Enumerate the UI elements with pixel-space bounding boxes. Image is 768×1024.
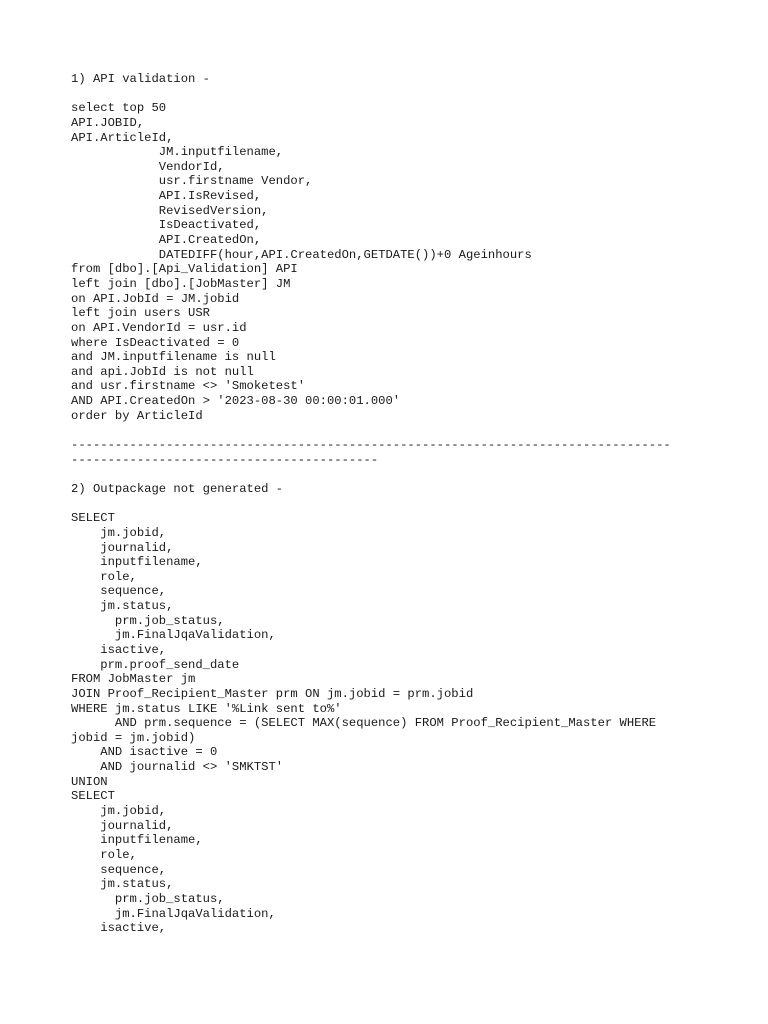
code-line: SELECT <box>71 789 115 804</box>
code-line: IsDeactivated, <box>71 218 262 233</box>
code-line: isactive, <box>71 642 167 657</box>
blank-line <box>71 497 761 512</box>
code-line: AND prm.sequence = (SELECT MAX(sequence) FROM Proof_Recipient_Master WHERE <box>71 716 657 731</box>
code-line: select top 50 <box>71 101 167 116</box>
code-line: RevisedVersion, <box>71 203 269 218</box>
code-line: WHERE jm.status LIKE '%Link sent to%' <box>71 701 342 716</box>
code-line: prm.job_status, <box>71 613 225 628</box>
code-line: API.JOBID, <box>71 115 145 130</box>
code-line: role, <box>71 847 137 862</box>
code-line: AND isactive = 0 <box>71 745 218 760</box>
code-line: sequence, <box>71 862 167 877</box>
code-line: and JM.inputfilename is null <box>71 350 276 365</box>
code-line: on API.JobId = JM.jobid <box>71 291 240 306</box>
code-line: VendorId, <box>71 159 225 174</box>
code-line: and api.JobId is not null <box>71 364 254 379</box>
code-line: journalid, <box>71 540 174 555</box>
code-line: AND journalid <> 'SMKTST' <box>71 760 284 775</box>
blank-line <box>71 423 761 438</box>
code-line: from [dbo].[Api_Validation] API <box>71 262 298 277</box>
code-line: left join [dbo].[JobMaster] JM <box>71 276 291 291</box>
code-line: order by ArticleId <box>71 408 203 423</box>
code-line: prm.job_status, <box>71 891 225 906</box>
code-line: jm.jobid, <box>71 525 167 540</box>
code-line: AND API.CreatedOn > '2023-08-30 00:00:01.000' <box>71 394 401 409</box>
code-line: UNION <box>71 774 108 789</box>
code-line: jm.FinalJqaValidation, <box>71 628 276 643</box>
code-line: role, <box>71 569 137 584</box>
code-line: FROM JobMaster jm <box>71 672 196 687</box>
code-line: jm.jobid, <box>71 804 167 819</box>
document-page <box>71 72 761 936</box>
blank-line <box>71 467 761 482</box>
code-line: journalid, <box>71 818 174 833</box>
code-line: inputfilename, <box>71 833 203 848</box>
code-line: on API.VendorId = usr.id <box>71 320 247 335</box>
code-line: jobid = jm.jobid) <box>71 730 196 745</box>
blank-line <box>71 87 761 102</box>
code-line: usr.firstname Vendor, <box>71 174 313 189</box>
code-line: sequence, <box>71 584 167 599</box>
code-line: JM.inputfilename, <box>71 145 284 160</box>
code-line: API.ArticleId, <box>71 130 174 145</box>
code-line: jm.FinalJqaValidation, <box>71 906 276 921</box>
code-line: prm.proof_send_date <box>71 657 240 672</box>
code-line: API.CreatedOn, <box>71 233 262 248</box>
code-line: isactive, <box>71 921 167 936</box>
section-heading: 1) API validation - <box>71 72 210 86</box>
code-line: where IsDeactivated = 0 <box>71 335 240 350</box>
section-heading: 2) Outpackage not generated - <box>71 481 284 496</box>
code-line: inputfilename, <box>71 555 203 570</box>
code-line: jm.status, <box>71 599 174 614</box>
code-line: jm.status, <box>71 877 174 892</box>
code-line: DATEDIFF(hour,API.CreatedOn,GETDATE())+0 Ageinhours <box>71 247 532 262</box>
divider-line: ------------------------------------------ <box>71 452 379 467</box>
code-line: SELECT <box>71 511 115 526</box>
code-line: left join users USR <box>71 306 210 321</box>
code-line: JOIN Proof_Recipient_Master prm ON jm.jobid = prm.jobid <box>71 686 474 701</box>
divider-line: ---------------------------------------------------------------------------------- <box>71 438 671 453</box>
code-line: API.IsRevised, <box>71 189 262 204</box>
code-line: and usr.firstname <> 'Smoketest' <box>71 379 306 394</box>
